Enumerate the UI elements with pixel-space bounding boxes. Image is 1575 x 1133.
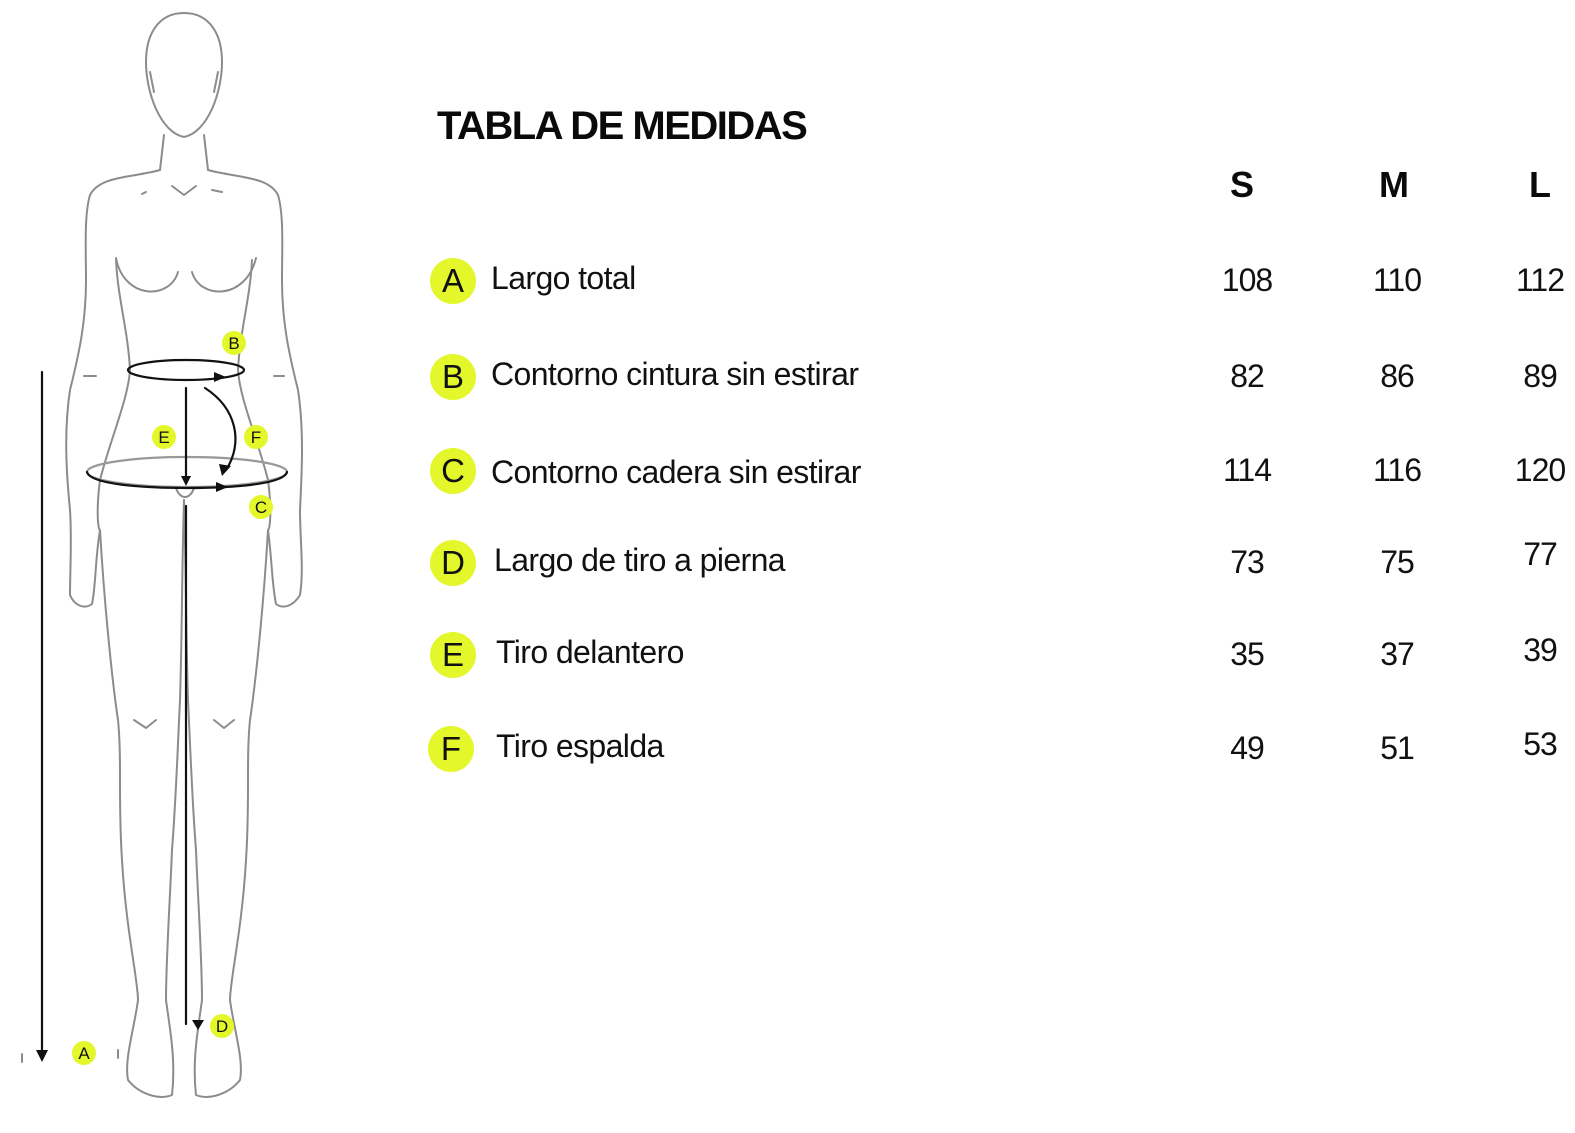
head-outline — [146, 13, 222, 137]
svg-text:D: D — [215, 1017, 229, 1036]
arrow-a — [36, 1050, 48, 1062]
row-value-s: 35 — [1230, 636, 1264, 672]
figure-marker-a — [72, 1041, 96, 1065]
row-label: Contorno cadera sin estirar — [491, 454, 861, 490]
row-value-l: 77 — [1523, 536, 1557, 572]
neck-outline — [160, 135, 208, 170]
measure-row-d — [0, 534, 1575, 594]
row-value-m: 37 — [1380, 636, 1414, 672]
row-badge: D — [430, 540, 476, 586]
row-badge: E — [430, 632, 476, 678]
row-value-l: 112 — [1515, 262, 1564, 298]
row-badge: C — [430, 448, 476, 494]
row-value-m: 116 — [1372, 452, 1421, 488]
row-value-m: 86 — [1380, 358, 1414, 394]
row-badge: B — [430, 354, 476, 400]
row-value-l: 120 — [1514, 452, 1566, 488]
row-value-s: 49 — [1230, 730, 1264, 766]
row-label: Tiro espalda — [496, 728, 664, 764]
collarbone-marks — [142, 186, 222, 195]
svg-text:B: B — [228, 334, 240, 353]
svg-text:C: C — [254, 498, 268, 517]
row-value-m: 51 — [1380, 730, 1414, 766]
row-value-s: 73 — [1230, 544, 1264, 580]
row-value-l: 53 — [1523, 726, 1557, 762]
row-value-m: 75 — [1380, 544, 1414, 580]
measure-row-c — [0, 442, 1575, 502]
row-value-l: 39 — [1523, 632, 1557, 668]
row-value-l: 89 — [1523, 358, 1557, 394]
hair-line — [150, 72, 218, 92]
row-badge: A — [430, 258, 476, 304]
ankle-ticks — [22, 1050, 118, 1062]
row-label: Largo de tiro a pierna — [494, 542, 786, 578]
arrow-d — [192, 1020, 204, 1030]
svg-text:F: F — [250, 428, 262, 447]
size-header-m: M — [1379, 164, 1409, 205]
measure-row-a — [0, 252, 1575, 312]
measure-row-b — [0, 348, 1575, 408]
row-value-s: 82 — [1230, 358, 1264, 394]
row-value-m: 110 — [1372, 262, 1421, 298]
measure-row-e — [0, 626, 1575, 686]
svg-text:E: E — [158, 428, 170, 447]
svg-text:A: A — [78, 1044, 90, 1063]
size-header-l: L — [1529, 164, 1551, 205]
measure-row-f — [0, 720, 1575, 780]
size-header-s: S — [1229, 164, 1254, 205]
row-label: Tiro delantero — [496, 634, 684, 670]
row-label: Contorno cintura sin estirar — [491, 356, 859, 392]
table-title: TABLA DE MEDIDAS — [437, 104, 807, 148]
row-label: Largo total — [491, 260, 636, 296]
row-badge: F — [428, 726, 474, 772]
figure-marker-d — [210, 1014, 234, 1038]
row-value-s: 114 — [1222, 452, 1271, 488]
row-value-s: 108 — [1221, 262, 1273, 298]
